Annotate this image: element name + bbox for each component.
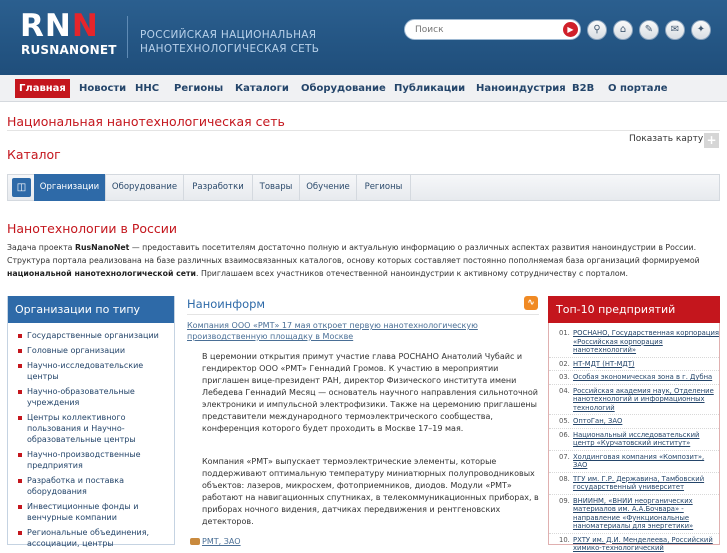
- logo-letter: N: [44, 8, 70, 44]
- news-paragraph: В церемонии открытия примут участие глава РОСНАНО Анатолий Чубайс и гендиректор ООО «РМТ» Геннадий Громов. К участию в мероприятии приглашен вице-президент РАН, директор Физического института имени Лебедева Геннадий Месяц — основатель научного направления сильноточной электроники и импульсной электрофизики. Также на церемонию приглашены представители международного термоэлектрического сообщества, конференция которого будет проходить в Москве 17–19 мая.: [202, 352, 538, 433]
- company-link[interactable]: РМТ, ЗАО: [202, 537, 241, 546]
- intro-text-part: Задача проекта: [7, 243, 75, 252]
- catalog-tabs: [7, 174, 720, 201]
- nav-item-nns[interactable]: ННС: [135, 83, 160, 94]
- site-header: [0, 0, 727, 75]
- top10-title: Топ-10 предприятий: [548, 296, 720, 323]
- site-name: [140, 28, 370, 56]
- tab-regions[interactable]: Регионы: [357, 174, 411, 201]
- intro-network-name: национальной нанотехнологической сети: [7, 269, 197, 278]
- top10-item[interactable]: [549, 329, 719, 358]
- divider: [7, 130, 720, 131]
- edit-icon[interactable]: ✎: [639, 20, 659, 40]
- org-type-item[interactable]: Центры коллективного пользования и Научно-образовательные центры: [18, 412, 170, 445]
- rss-icon[interactable]: ∿: [524, 296, 538, 310]
- org-type-item[interactable]: Инвестиционные фонды и венчурные компании: [18, 501, 170, 523]
- top10-link[interactable]: РОСНАНО, Государственная корпорация «Российская корпорация нанотехнологий»: [573, 329, 719, 354]
- top10-link[interactable]: Российская академия наук, Отделение нанотехнологий и информационных технологий: [573, 386, 714, 412]
- org-types-panel: [7, 296, 175, 548]
- site-name-line: НАНОТЕХНОЛОГИЧЕСКАЯ СЕТЬ: [140, 43, 320, 55]
- logo-letter: R: [20, 8, 43, 44]
- top10-item[interactable]: [549, 453, 719, 473]
- top10-rank: 09.: [559, 496, 570, 505]
- top10-rank: 04.: [559, 386, 570, 395]
- nav-item-home[interactable]: Главная: [15, 79, 70, 98]
- intro-text-part: — предоставить посетителям достаточно полную и актуальную информацию о различных аспектах развития наноиндустрии в России. Структура портала реализована на базе различных взаимосвязанных каталогов, основу которых составляет постоянно пополняемая база организаций формируемой: [7, 243, 700, 265]
- main-nav: [0, 75, 727, 102]
- top10-rank: 01.: [559, 329, 570, 337]
- org-type-item[interactable]: Научно-производственные предприятия: [18, 449, 170, 471]
- org-type-item[interactable]: Разработка и поставка оборудования: [18, 475, 170, 497]
- top10-item[interactable]: [549, 360, 719, 372]
- news-section-title: Наноинформ: [187, 297, 266, 311]
- top10-rank: 03.: [559, 373, 570, 381]
- top10-link[interactable]: Особая экономическая зона в г. Дубна: [573, 373, 713, 381]
- top10-rank: 06.: [559, 430, 570, 439]
- nav-item-b2b[interactable]: B2B: [572, 83, 595, 94]
- show-map-link[interactable]: Показать карту: [629, 134, 704, 144]
- top10-rank: 10.: [559, 535, 570, 544]
- tab-developments[interactable]: Разработки: [184, 174, 253, 201]
- intro-title: Нанотехнологии в России: [7, 221, 178, 236]
- search-box: [404, 19, 581, 40]
- top10-rank: 08.: [559, 474, 570, 483]
- top10-item[interactable]: [549, 373, 719, 385]
- nav-item-about[interactable]: О портале: [608, 83, 668, 94]
- logo-mark: [20, 10, 97, 42]
- top10-link[interactable]: ОптоГан, ЗАО: [573, 417, 623, 425]
- search-input[interactable]: [415, 23, 560, 37]
- news-paragraph: Компания «РМТ» выпускает термоэлектрические элементы, которые поддерживают оптимальную температуру миниатюрных полупроводниковых объектов: лазеров, микросхем, фотоприемников, диодов. Модули «РМТ» работают на навигационных спутниках, в телекоммуникационных приборах, в приборах ночного видения, датчиках передвижения и рентгеновских детекторов.: [202, 457, 539, 526]
- catalog-title: Каталог: [7, 147, 61, 162]
- org-type-item[interactable]: Головные организации: [18, 345, 170, 356]
- top10-link[interactable]: НТ-МДТ (НТ-МДТ): [573, 359, 635, 368]
- org-type-item[interactable]: Научно-образовательные учреждения: [18, 386, 170, 408]
- top10-link[interactable]: Национальный исследовательский центр «Курчатовский институт»: [573, 430, 700, 447]
- top10-list: [549, 329, 719, 553]
- nav-item-news[interactable]: Новости: [79, 83, 127, 94]
- top10-rank: 05.: [559, 417, 570, 425]
- top10-link[interactable]: РХТУ им. Д.И. Менделеева, Российский химико-технологический: [573, 535, 713, 552]
- nav-item-publications[interactable]: Публикации: [394, 83, 466, 94]
- org-types-list: [18, 330, 170, 553]
- intro-text-part: . Приглашаем всех участников отечественной наноиндустрии к активному сотрудничеству с порталом.: [196, 269, 629, 278]
- top10-link[interactable]: ТГУ им. Г.Р. Державина, Тамбовский государственный университет: [573, 474, 705, 491]
- top10-item[interactable]: [549, 475, 719, 495]
- org-type-item[interactable]: Научно-исследовательские центры: [18, 360, 170, 382]
- org-type-item[interactable]: Региональные объединения, ассоциации, центры: [18, 527, 170, 549]
- logo-letter: N: [71, 8, 97, 44]
- top10-link[interactable]: ВНИИНМ, «ВНИИ неорганических материалов им. А.А.Бочвара» - направление «Функциональные наноматериалы для энергетики»: [573, 496, 694, 530]
- intro-text: [7, 241, 721, 280]
- page-title: Национальная нанотехнологическая сеть: [7, 114, 285, 129]
- home-icon[interactable]: ⌂: [613, 20, 633, 40]
- logo-subtitle: RUSNANONET: [21, 43, 117, 57]
- top10-rank: 02.: [559, 359, 570, 368]
- news-headline-link[interactable]: Компания ООО «РМТ» 17 мая откроет первую нанотехнологическую производственную площадку в Москве: [187, 321, 478, 341]
- tab-equipment[interactable]: Оборудование: [106, 174, 184, 201]
- top10-link[interactable]: Холдинговая компания «Композит», ЗАО: [573, 452, 705, 469]
- nav-item-regions[interactable]: Регионы: [174, 83, 224, 94]
- org-types-title: Организации по типу: [8, 296, 174, 323]
- site-name-line: РОССИЙСКАЯ НАЦИОНАЛЬНАЯ: [140, 29, 317, 41]
- show-map-button[interactable]: +: [704, 133, 719, 148]
- top10-item[interactable]: [549, 497, 719, 534]
- tab-organizations[interactable]: Организации: [34, 174, 106, 201]
- tab-goods[interactable]: Товары: [253, 174, 300, 201]
- top10-panel: [548, 296, 720, 552]
- top10-item[interactable]: [549, 417, 719, 429]
- divider: [187, 314, 539, 315]
- top10-item[interactable]: [549, 431, 719, 451]
- tab-education[interactable]: Обучение: [300, 174, 357, 201]
- nav-item-catalogs[interactable]: Каталоги: [235, 83, 289, 94]
- intro-project-name: RusNanoNet: [74, 243, 130, 252]
- mail-icon[interactable]: ✉: [665, 20, 685, 40]
- site-logo[interactable]: [20, 10, 115, 60]
- company-icon: [190, 538, 200, 545]
- top10-item[interactable]: [549, 536, 719, 553]
- search-submit-button[interactable]: ▶: [563, 22, 578, 37]
- sitemap-icon[interactable]: ✦: [691, 20, 711, 40]
- top10-item[interactable]: [549, 387, 719, 416]
- nav-item-equipment[interactable]: Оборудование: [301, 83, 386, 94]
- search-icon[interactable]: ⚲: [587, 20, 607, 40]
- catalog-icon[interactable]: ◫: [12, 178, 31, 197]
- top10-rank: 07.: [559, 452, 570, 461]
- org-type-item[interactable]: Государственные организации: [18, 330, 170, 341]
- header-divider: [127, 16, 128, 58]
- nav-item-nanoindustry[interactable]: Наноиндустрия: [476, 83, 566, 94]
